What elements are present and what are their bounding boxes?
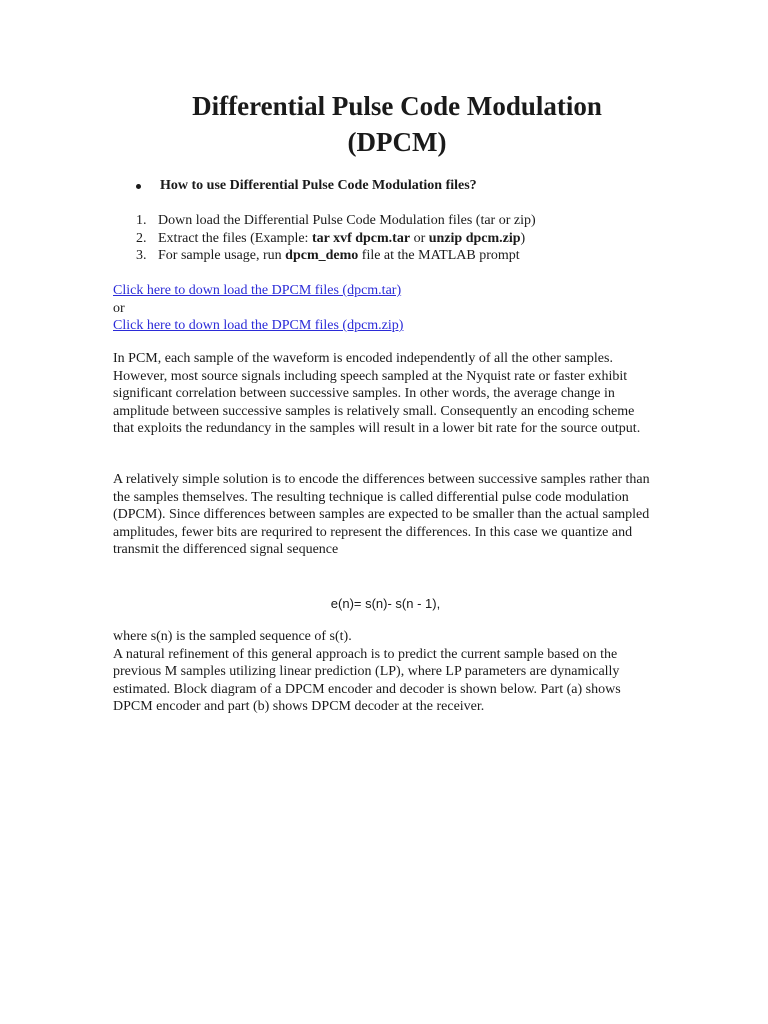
list-item-text: Down load the Differential Pulse Code Modulation files (tar or zip)	[158, 213, 536, 228]
step-connector: or	[410, 230, 429, 246]
paragraph-sampled-sequence: where s(n) is the sampled sequence of s(t).	[113, 629, 352, 644]
step-prefix: For sample usage, run	[158, 248, 286, 263]
command-text: unzip dpcm.zip	[428, 230, 521, 246]
or-separator: or	[113, 300, 125, 316]
title-line-1: Differential Pulse Code Modulation	[192, 91, 602, 121]
bullet-heading: How to use Differential Pulse Code Modulation files?	[160, 178, 477, 193]
bullet-dot-icon	[136, 184, 141, 189]
download-links	[113, 282, 403, 335]
list-item-text	[158, 230, 525, 248]
title-line-2: (DPCM)	[347, 127, 447, 157]
step-suffix: )	[520, 230, 526, 246]
step-suffix: file at the MATLAB prompt	[358, 248, 520, 263]
page-title	[113, 88, 681, 160]
paragraph-pcm-intro: In PCM, each sample of the waveform is encoded independently of all the other samples. However, most source signals including speech sampled at the Nyquist rate or faster exhibit significant correlation between successive samples. In other words, the average change in amplitude between successive samples is relatively small. Consequently an encoding scheme that exploits the redundancy in the samples will result in a lower bit rate for the source output.	[113, 351, 641, 436]
command-text: dpcm_demo	[285, 248, 359, 263]
download-tar-link[interactable]: Click here to down load the DPCM files (dpcm.tar)	[113, 283, 402, 298]
paragraph-linear-prediction: A natural refinement of this general approach is to predict the current sample based on the previous M samples utilizing linear prediction (LP), where LP parameters are dynamically estimated. Block diagram of a DPCM encoder and decoder is shown below. Part (a) shows DPCM encoder and part (b) shows DPCM decoder at the receiver.	[113, 646, 621, 714]
step-prefix: Extract the files (Example:	[158, 230, 312, 246]
paragraph-dpcm-solution: A relatively simple solution is to encode the differences between successive samples rather than the samples themselves. The resulting technique is called differential pulse code modulation (DPCM). Since differences between samples are expected to be smaller than the actual sampled amplitudes, fewer bits are requrired to represent the differences. In this case we quantize and transmit the differenced signal sequence	[113, 472, 650, 557]
command-text: tar xvf dpcm.tar	[311, 230, 411, 246]
list-item-text	[158, 247, 520, 265]
list-item-number: 3.	[136, 248, 147, 263]
difference-equation: e(n)= s(n)- s(n - 1),	[330, 596, 441, 611]
list-item-number: 1.	[136, 213, 147, 228]
paragraph-prediction	[113, 628, 658, 716]
download-zip-link[interactable]: Click here to down load the DPCM files (dpcm.zip)	[113, 318, 404, 333]
list-item-number: 2.	[136, 230, 147, 246]
